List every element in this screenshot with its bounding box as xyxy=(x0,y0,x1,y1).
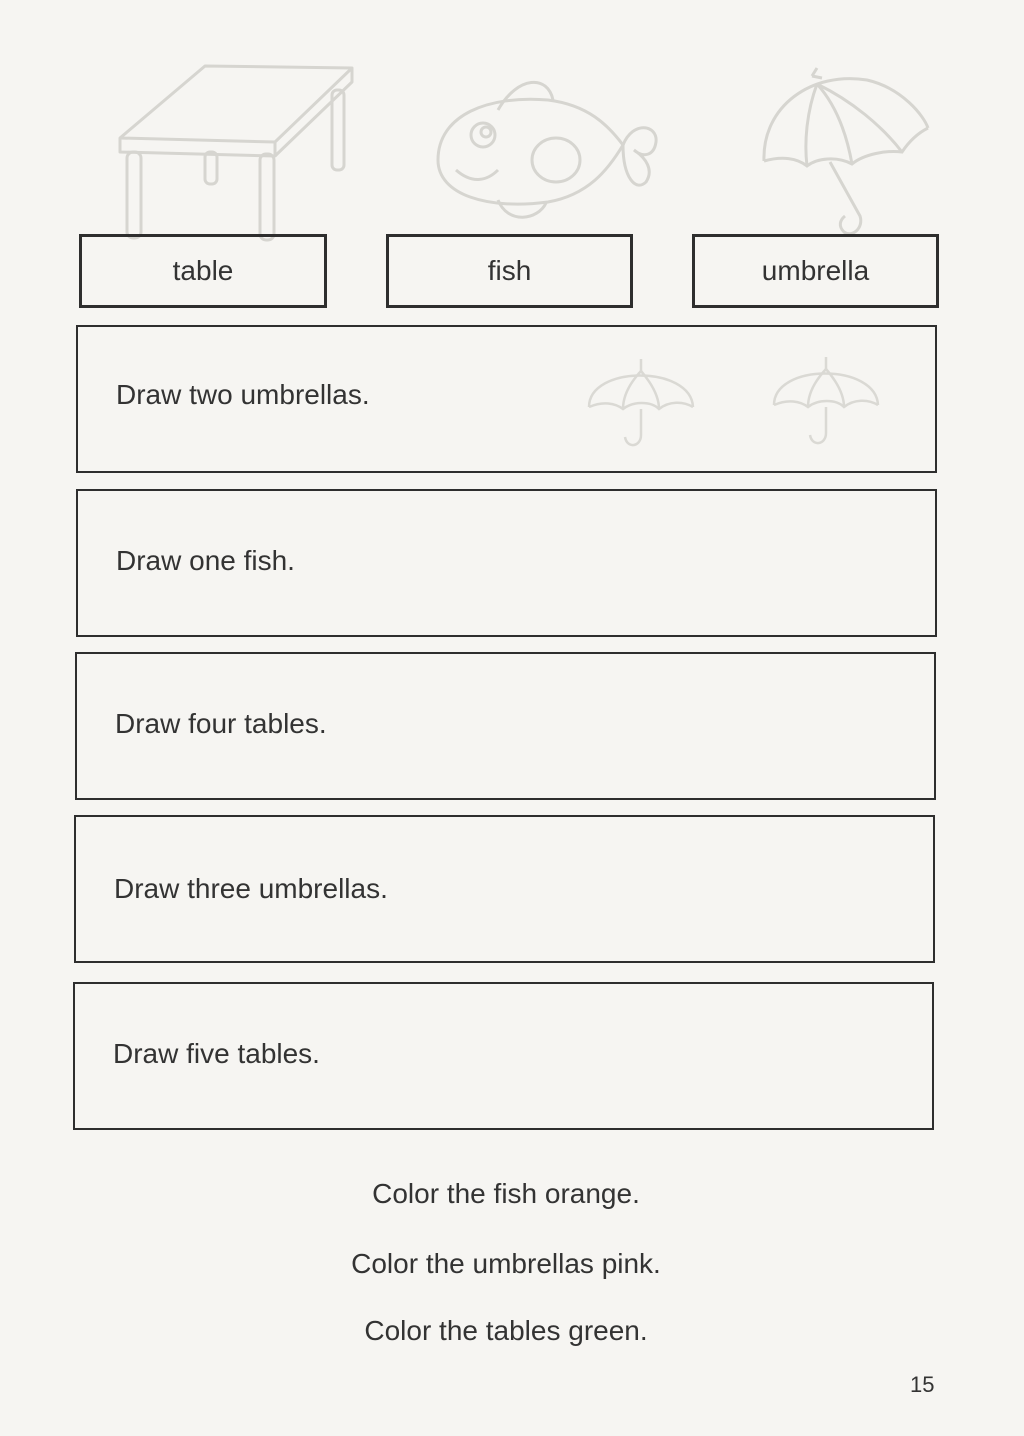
umbrella-icon xyxy=(768,343,883,453)
task-text: Draw two umbrellas. xyxy=(116,379,370,410)
instruction-fish: Color the fish orange. xyxy=(372,1178,640,1209)
task-box-4[interactable] xyxy=(74,815,935,963)
label-umbrella xyxy=(692,234,939,308)
umbrella-icon xyxy=(583,345,698,455)
task-box-2[interactable] xyxy=(76,489,937,637)
fish-icon xyxy=(428,70,668,230)
task-text: Draw four tables. xyxy=(115,708,327,739)
label-table-text: table xyxy=(172,255,234,286)
instruction-tables: Color the tables green. xyxy=(364,1315,648,1346)
task-box-1[interactable] xyxy=(76,325,937,473)
label-fish xyxy=(386,234,633,308)
task-box-5[interactable] xyxy=(73,982,934,1130)
task-text: Draw five tables. xyxy=(113,1038,320,1069)
task-text: Draw three umbrellas. xyxy=(114,873,388,904)
label-table xyxy=(79,234,327,308)
table-icon xyxy=(110,60,360,245)
instruction-umbrellas: Color the umbrellas pink. xyxy=(351,1248,661,1279)
label-umbrella-text: umbrella xyxy=(761,255,870,286)
umbrella-icon xyxy=(752,66,937,246)
task-text: Draw one fish. xyxy=(116,545,295,576)
page-number: 15 xyxy=(910,1372,935,1397)
task-box-3[interactable] xyxy=(75,652,936,800)
label-fish-text: fish xyxy=(487,255,532,286)
